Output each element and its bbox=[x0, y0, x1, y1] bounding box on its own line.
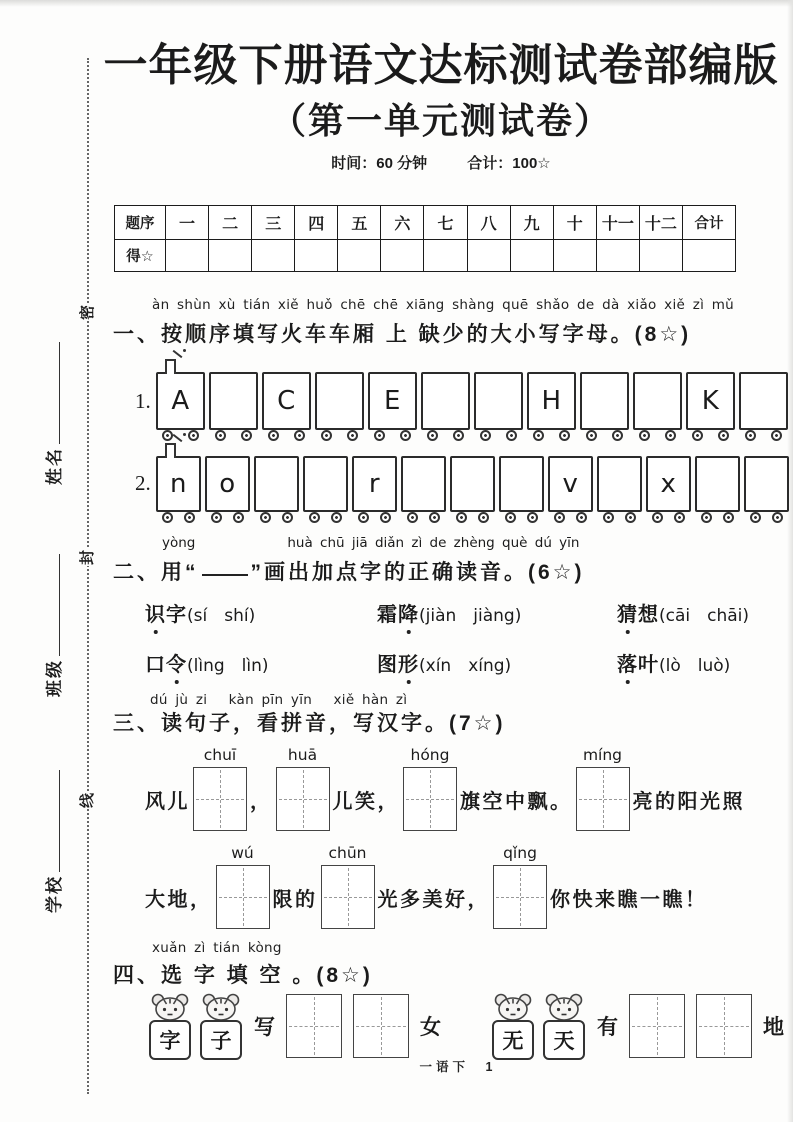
train-row-2 bbox=[135, 456, 789, 512]
train-car-blank bbox=[695, 456, 740, 512]
section2-heading bbox=[113, 556, 585, 586]
section1-pinyin: àn shùn xù tián xiě huǒ chē chē xiāng shàng quē shǎo de dà xiǎo xiě zì mǔ bbox=[152, 297, 735, 313]
train-chimney-icon bbox=[165, 359, 176, 374]
score-table-col: 十一 bbox=[596, 206, 639, 240]
train-car-blank bbox=[597, 456, 642, 512]
choice-character: 字 bbox=[149, 1020, 191, 1060]
fill-blank-box bbox=[286, 994, 342, 1058]
writing-box bbox=[193, 767, 247, 831]
score-cell bbox=[424, 240, 467, 272]
section2-pinyin-gap bbox=[195, 535, 287, 551]
time-limit: 时间：60 分钟 bbox=[331, 155, 428, 172]
train-car-blank bbox=[209, 372, 258, 430]
word-dotted-char: 落 bbox=[617, 648, 638, 677]
score-table-col: 十二 bbox=[639, 206, 682, 240]
train-car-letter: E bbox=[368, 372, 417, 430]
score-table-col: 八 bbox=[467, 206, 510, 240]
sentence-text: 大地， bbox=[145, 889, 213, 911]
pattern-text: 写 bbox=[254, 1016, 275, 1039]
word-dotted-char: 降 bbox=[398, 598, 419, 627]
score-table-col: 十 bbox=[553, 206, 596, 240]
train-car-blank bbox=[499, 456, 544, 512]
writing-box-group bbox=[321, 843, 375, 929]
pronunciation-item bbox=[617, 648, 749, 677]
word-char: 图 bbox=[377, 654, 398, 676]
item-word bbox=[617, 654, 659, 676]
sentence-text: 儿笑， bbox=[332, 791, 400, 813]
train-car-blank bbox=[303, 456, 348, 512]
name-field-label: 姓名 bbox=[45, 447, 64, 485]
writing-box-pinyin: wú bbox=[231, 844, 254, 862]
score-cell bbox=[338, 240, 381, 272]
score-cell bbox=[252, 240, 295, 272]
writing-box-group bbox=[403, 745, 457, 831]
train-car-blank bbox=[421, 372, 470, 430]
score-cell bbox=[381, 240, 424, 272]
word-char: 霜 bbox=[377, 604, 398, 626]
writing-box-pinyin: míng bbox=[582, 746, 623, 764]
pinyin-options: (cāi chāi) bbox=[659, 606, 750, 626]
word-dotted-char: 令 bbox=[166, 648, 187, 677]
score-table-corner: 题序 bbox=[115, 206, 166, 240]
sentence-text: 你快来瞧一瞧！ bbox=[550, 889, 708, 911]
writing-box bbox=[216, 865, 270, 929]
score-table-col: 四 bbox=[295, 206, 338, 240]
word-char: 想 bbox=[638, 604, 659, 626]
school-field-line bbox=[45, 770, 60, 872]
train-car-blank bbox=[580, 372, 629, 430]
word-dotted-char: 猜 bbox=[617, 598, 638, 627]
writing-box bbox=[403, 767, 457, 831]
item-word bbox=[617, 604, 659, 626]
score-table-col: 二 bbox=[209, 206, 252, 240]
section3-line-1 bbox=[145, 745, 745, 831]
sentence-text: 限的 bbox=[272, 889, 318, 911]
fill-blank-box bbox=[629, 994, 685, 1058]
section4-groups bbox=[148, 992, 784, 1060]
choice-character: 天 bbox=[543, 1020, 585, 1060]
score-cell bbox=[553, 240, 596, 272]
train-car-letter: n bbox=[156, 456, 201, 512]
train-2-label: 2. bbox=[135, 471, 151, 495]
train-chimney-icon bbox=[165, 443, 176, 458]
fill-blank-group bbox=[148, 992, 441, 1060]
scan-edge-top bbox=[0, 0, 793, 7]
writing-box-pinyin: chuī bbox=[203, 746, 237, 764]
tiger-choice bbox=[199, 992, 243, 1060]
class-field bbox=[40, 537, 64, 697]
section2-pinyin-yong: yòng bbox=[162, 535, 196, 551]
score-cell bbox=[209, 240, 252, 272]
train-car-letter: A bbox=[156, 372, 205, 430]
train-car-letter: x bbox=[646, 456, 691, 512]
pinyin-options: (xín xíng) bbox=[419, 656, 512, 676]
writing-box bbox=[493, 865, 547, 929]
total-score: 合计：100☆ bbox=[467, 155, 551, 172]
item-word bbox=[377, 654, 419, 676]
pinyin-options: (sí shí) bbox=[187, 606, 256, 626]
item-word bbox=[145, 654, 187, 676]
section1-heading: 一、按顺序填写火车车厢 上 缺少的大小写字母。(8☆) bbox=[113, 323, 692, 346]
score-table bbox=[114, 205, 736, 272]
pattern-text: 地 bbox=[763, 1016, 784, 1039]
score-cell bbox=[295, 240, 338, 272]
score-table-score-row bbox=[115, 240, 736, 272]
score-table-col: 合计 bbox=[683, 206, 736, 240]
writing-box-group bbox=[576, 745, 630, 831]
writing-box-pinyin: huā bbox=[287, 746, 318, 764]
page-footer: 一语下 1 bbox=[419, 1060, 497, 1074]
train-row-1 bbox=[135, 372, 788, 430]
page-subtitle: （第一单元测试卷） bbox=[269, 100, 612, 141]
train-car-letter: r bbox=[352, 456, 397, 512]
score-cell bbox=[166, 240, 209, 272]
score-table-col: 七 bbox=[424, 206, 467, 240]
train-car-blank bbox=[401, 456, 446, 512]
score-table-col: 五 bbox=[338, 206, 381, 240]
pattern-text: 女 bbox=[420, 1016, 441, 1039]
score-cell bbox=[510, 240, 553, 272]
train-car-letter: C bbox=[262, 372, 311, 430]
score-table-col: 一 bbox=[166, 206, 209, 240]
writing-box-pinyin: hóng bbox=[410, 746, 450, 764]
writing-box bbox=[576, 767, 630, 831]
train-car-blank bbox=[744, 456, 789, 512]
score-row-label: 得☆ bbox=[115, 240, 166, 272]
sentence-text: 光多美好， bbox=[377, 889, 490, 911]
pinyin-options: (lìng lìn) bbox=[187, 656, 269, 676]
writing-box bbox=[321, 865, 375, 929]
train-1-label: 1. bbox=[135, 389, 151, 413]
seal-dotted-line bbox=[87, 58, 89, 1094]
choice-character: 无 bbox=[492, 1020, 534, 1060]
fill-blank-box bbox=[696, 994, 752, 1058]
train-car-letter: K bbox=[686, 372, 735, 430]
section3-pinyin: dú jù zi kàn pīn yīn xiě hàn zì bbox=[150, 692, 408, 708]
item-word bbox=[377, 604, 419, 626]
choice-tigers bbox=[491, 992, 586, 1060]
seal-char-mi: 密 bbox=[72, 304, 101, 321]
pronunciation-item bbox=[377, 598, 617, 627]
scan-edge-right bbox=[787, 0, 793, 1122]
school-field-label: 学校 bbox=[45, 875, 64, 913]
sentence-text: 风儿 bbox=[145, 791, 190, 813]
section3-line-2 bbox=[145, 843, 708, 929]
sentence-text: ， bbox=[250, 791, 273, 813]
section4-pinyin: xuǎn zì tián kòng bbox=[152, 940, 282, 956]
underline-blank bbox=[202, 570, 248, 576]
fill-blank-group bbox=[491, 992, 784, 1060]
name-field bbox=[40, 325, 64, 485]
page-title: 一年级下册语文达标测试卷部编版 bbox=[103, 41, 779, 90]
section3-heading: 三、读句子，看拼音，写汉字。(7☆) bbox=[113, 712, 506, 735]
train-car-letter: H bbox=[527, 372, 576, 430]
pronunciation-item bbox=[145, 598, 377, 627]
train-2-cars bbox=[156, 456, 789, 512]
exam-meta bbox=[96, 152, 786, 173]
score-cell bbox=[639, 240, 682, 272]
class-field-label: 班级 bbox=[45, 659, 64, 697]
score-table-col: 六 bbox=[381, 206, 424, 240]
word-dotted-char: 形 bbox=[398, 648, 419, 677]
choice-tigers bbox=[148, 992, 243, 1060]
name-field-line bbox=[45, 342, 60, 444]
pronunciation-item bbox=[377, 648, 617, 677]
section2-pinyin bbox=[162, 535, 579, 551]
fill-blank-box bbox=[353, 994, 409, 1058]
score-table-header-row bbox=[115, 206, 736, 240]
pronunciation-item bbox=[617, 598, 749, 627]
score-cell bbox=[596, 240, 639, 272]
seal-char-feng: 封 bbox=[72, 549, 101, 566]
score-cell bbox=[683, 240, 736, 272]
choice-character: 子 bbox=[200, 1020, 242, 1060]
section2-heading-post: ”画出加点字的正确读音。(6☆) bbox=[250, 561, 585, 584]
train-car-blank bbox=[739, 372, 788, 430]
train-car-blank bbox=[254, 456, 299, 512]
train-car-blank bbox=[633, 372, 682, 430]
writing-box-group bbox=[276, 745, 330, 831]
train-car-blank bbox=[450, 456, 495, 512]
writing-box bbox=[276, 767, 330, 831]
sentence-text: 旗空中飘。 bbox=[460, 791, 573, 813]
score-cell bbox=[467, 240, 510, 272]
train-car-blank bbox=[474, 372, 523, 430]
pattern-text: 有 bbox=[597, 1016, 618, 1039]
train-car-blank bbox=[315, 372, 364, 430]
section2-heading-pre: 二、用“ bbox=[113, 561, 199, 584]
word-char: 字 bbox=[166, 604, 187, 626]
train-car-letter: o bbox=[205, 456, 250, 512]
seal-char-xian: 线 bbox=[72, 792, 101, 809]
sentence-text: 亮的阳光照 bbox=[632, 791, 745, 813]
school-field bbox=[40, 753, 64, 913]
tiger-choice bbox=[491, 992, 535, 1060]
writing-box-group bbox=[493, 843, 547, 929]
pinyin-options: (lò luò) bbox=[659, 656, 731, 676]
class-field-line bbox=[45, 554, 60, 656]
word-dotted-char: 识 bbox=[145, 598, 166, 627]
train-1-cars bbox=[156, 372, 788, 430]
item-word bbox=[145, 604, 187, 626]
section4-heading: 四、选 字 填 空 。(8☆) bbox=[113, 964, 373, 987]
pronunciation-item bbox=[145, 648, 377, 677]
word-char: 口 bbox=[145, 654, 166, 676]
writing-box-pinyin: chūn bbox=[328, 844, 367, 862]
word-char: 叶 bbox=[638, 654, 659, 676]
train-car-letter: v bbox=[548, 456, 593, 512]
score-table-col: 三 bbox=[252, 206, 295, 240]
score-table-col: 九 bbox=[510, 206, 553, 240]
writing-box-pinyin: qǐng bbox=[503, 844, 537, 862]
tiger-choice bbox=[542, 992, 586, 1060]
tiger-choice bbox=[148, 992, 192, 1060]
section2-items bbox=[145, 598, 749, 677]
writing-box-group bbox=[216, 843, 270, 929]
writing-box-group bbox=[193, 745, 247, 831]
section2-pinyin-rest: huà chū jiā diǎn zì de zhèng què dú yīn bbox=[287, 535, 580, 551]
pinyin-options: (jiàn jiàng) bbox=[419, 606, 522, 626]
